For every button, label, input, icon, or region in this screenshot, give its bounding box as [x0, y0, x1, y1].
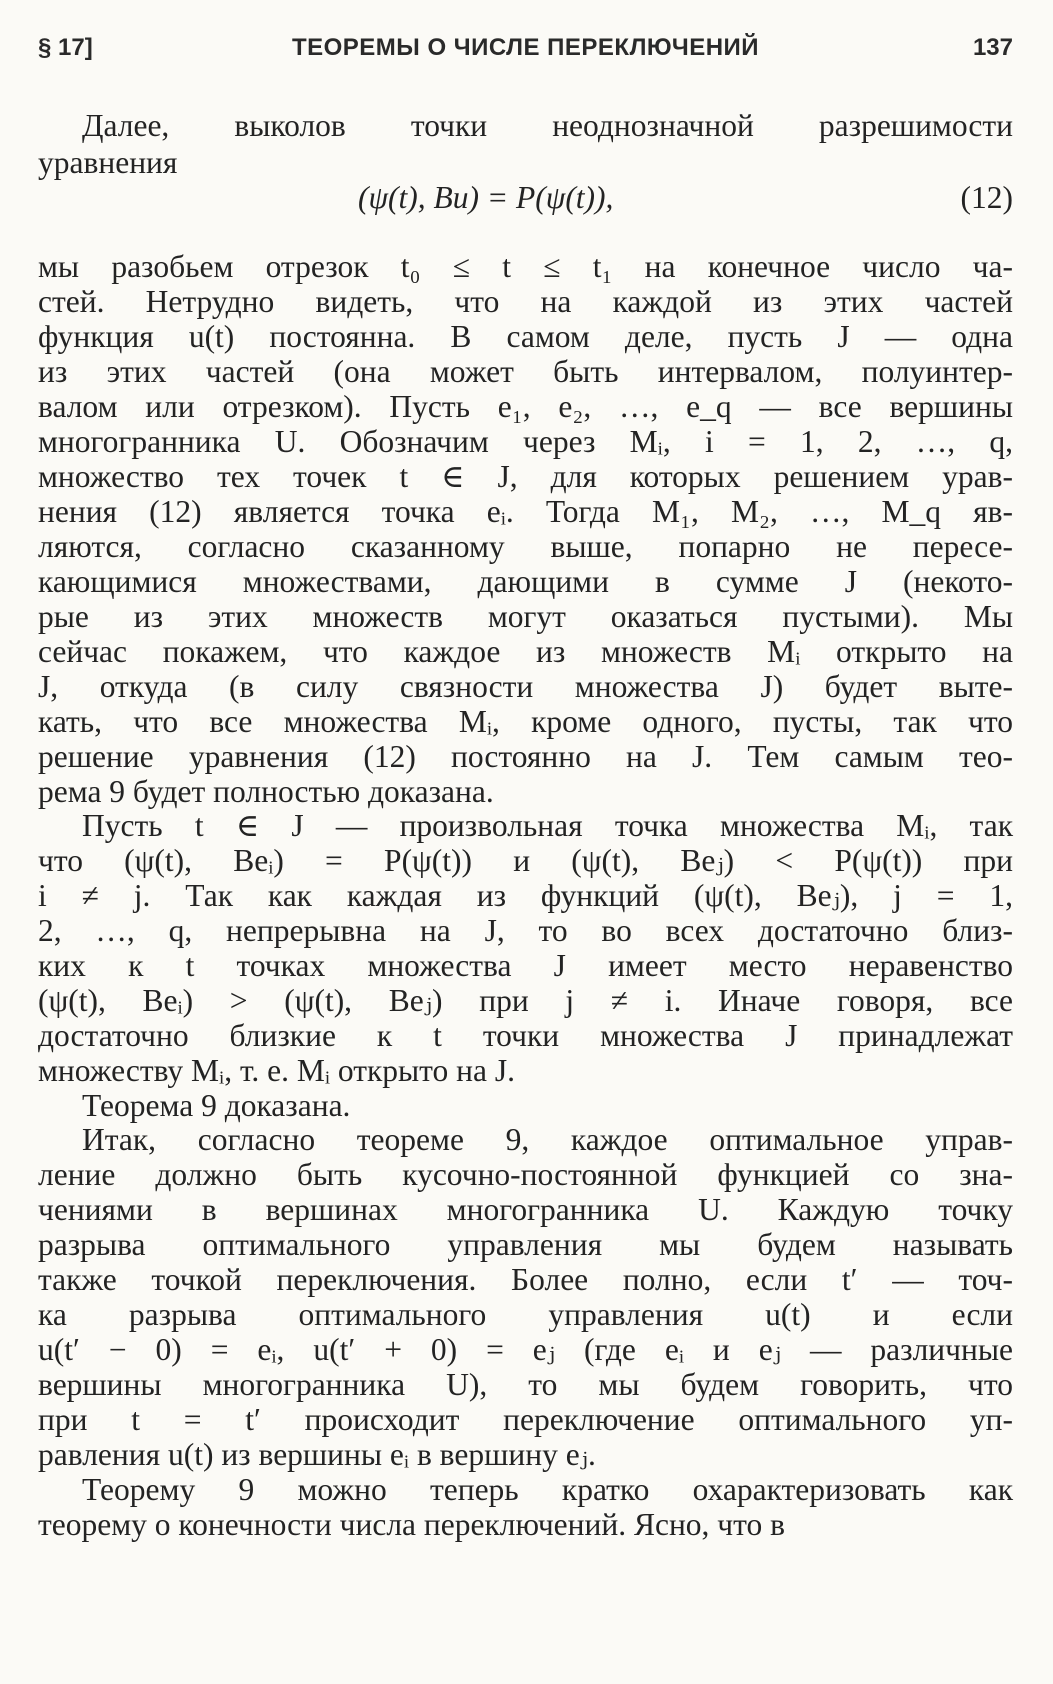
text-line: Итак, согласно теореме 9, каждое оптимальное управ-	[82, 1122, 1013, 1157]
text-line: ка разрыва оптимального управления u(t) и если	[38, 1297, 1013, 1332]
text-line: ких к t точках множества J имеет место неравенство	[38, 948, 1013, 983]
text-line: i ≠ j. Так как каждая из функций (ψ(t), Beⱼ), j = 1,	[38, 878, 1013, 913]
equation-12	[38, 180, 1013, 216]
section-number: § 17]	[38, 34, 93, 61]
text-line: рема 9 будет полностью доказана.	[38, 774, 494, 809]
text-line: равления u(t) из вершины eᵢ в вершину eⱼ.	[38, 1437, 596, 1472]
text-line: ление должно быть кусочно-постоянной функцией со зна-	[38, 1157, 1013, 1192]
equation-expression: (ψ(t), Bu) = P(ψ(t)),	[358, 180, 614, 215]
text-line: J, откуда (в силу связности множества J) будет выте-	[38, 669, 1013, 704]
text-line: u(t′ − 0) = eᵢ, u(t′ + 0) = eⱼ (где eᵢ и eⱼ — различные	[38, 1332, 1013, 1367]
text-line: сейчас покажем, что каждое из множеств Mᵢ открыто на	[38, 634, 1013, 669]
text-line: рые из этих множеств могут оказаться пустыми). Мы	[38, 599, 1013, 634]
text-line: нения (12) является точка eᵢ. Тогда M₁, M₂, …, M_q яв-	[38, 494, 1013, 529]
text-line: достаточно близкие к t точки множества J принадлежат	[38, 1018, 1013, 1053]
text-line: функция u(t) постоянна. В самом деле, пусть J — одна	[38, 319, 1013, 354]
equation-number: (12)	[960, 180, 1013, 215]
text-line: Далее, выколов точки неоднозначной разрешимости	[82, 108, 1013, 143]
text-line: валом или отрезком). Пусть e₁, e₂, …, e_q — все вершины	[38, 389, 1013, 424]
text-line: многогранника U. Обозначим через Mᵢ, i = 1, 2, …, q,	[38, 424, 1013, 459]
text-line: кающимися множествами, дающими в сумме J (некото-	[38, 564, 1013, 599]
running-header	[38, 28, 1013, 68]
text-line: теорему о конечности числа переключений. Ясно, что в	[38, 1507, 786, 1542]
text-line: (ψ(t), Beᵢ) > (ψ(t), Beⱼ) при j ≠ i. Иначе говоря, все	[38, 983, 1013, 1018]
text-line: Теорема 9 доказана.	[82, 1088, 351, 1123]
text-line: Теорему 9 можно теперь кратко охарактеризовать как	[82, 1472, 1013, 1507]
text-line: при t = t′ происходит переключение оптимального уп-	[38, 1402, 1013, 1437]
text-line: из этих частей (она может быть интервалом, полуинтер-	[38, 354, 1013, 389]
text-line: Пусть t ∈ J — произвольная точка множества Mᵢ, так	[82, 808, 1013, 843]
text-line: разрыва оптимального управления мы будем называть	[38, 1227, 1013, 1262]
text-line: кать, что все множества Mᵢ, кроме одного, пусты, так что	[38, 704, 1013, 739]
text-line: ляются, согласно сказанному выше, попарно не пересе-	[38, 529, 1013, 564]
text-line: множеству Mᵢ, т. е. Mᵢ открыто на J.	[38, 1053, 516, 1088]
text-line: мы разобьем отрезок t₀ ≤ t ≤ t₁ на конечное число ча-	[38, 249, 1013, 284]
running-title: ТЕОРЕМЫ О ЧИСЛЕ ПЕРЕКЛЮЧЕНИЙ	[291, 34, 760, 61]
text-line: уравнения	[38, 145, 178, 180]
text-line: 2, …, q, непрерывна на J, то во всех достаточно близ-	[38, 913, 1013, 948]
text-line: также точкой переключения. Более полно, если t′ — точ-	[38, 1262, 1013, 1297]
text-line: множество тех точек t ∈ J, для которых решением урав-	[38, 459, 1013, 494]
text-line: вершины многогранника U), то мы будем говорить, что	[38, 1367, 1013, 1402]
text-line: решение уравнения (12) постоянно на J. Тем самым тео-	[38, 739, 1013, 774]
text-line: стей. Нетрудно видеть, что на каждой из этих частей	[38, 284, 1013, 319]
page-number: 137	[972, 34, 1013, 61]
text-line: что (ψ(t), Beᵢ) = P(ψ(t)) и (ψ(t), Beⱼ) < P(ψ(t)) при	[38, 843, 1013, 878]
text-line: чениями в вершинах многогранника U. Каждую точку	[38, 1192, 1013, 1227]
